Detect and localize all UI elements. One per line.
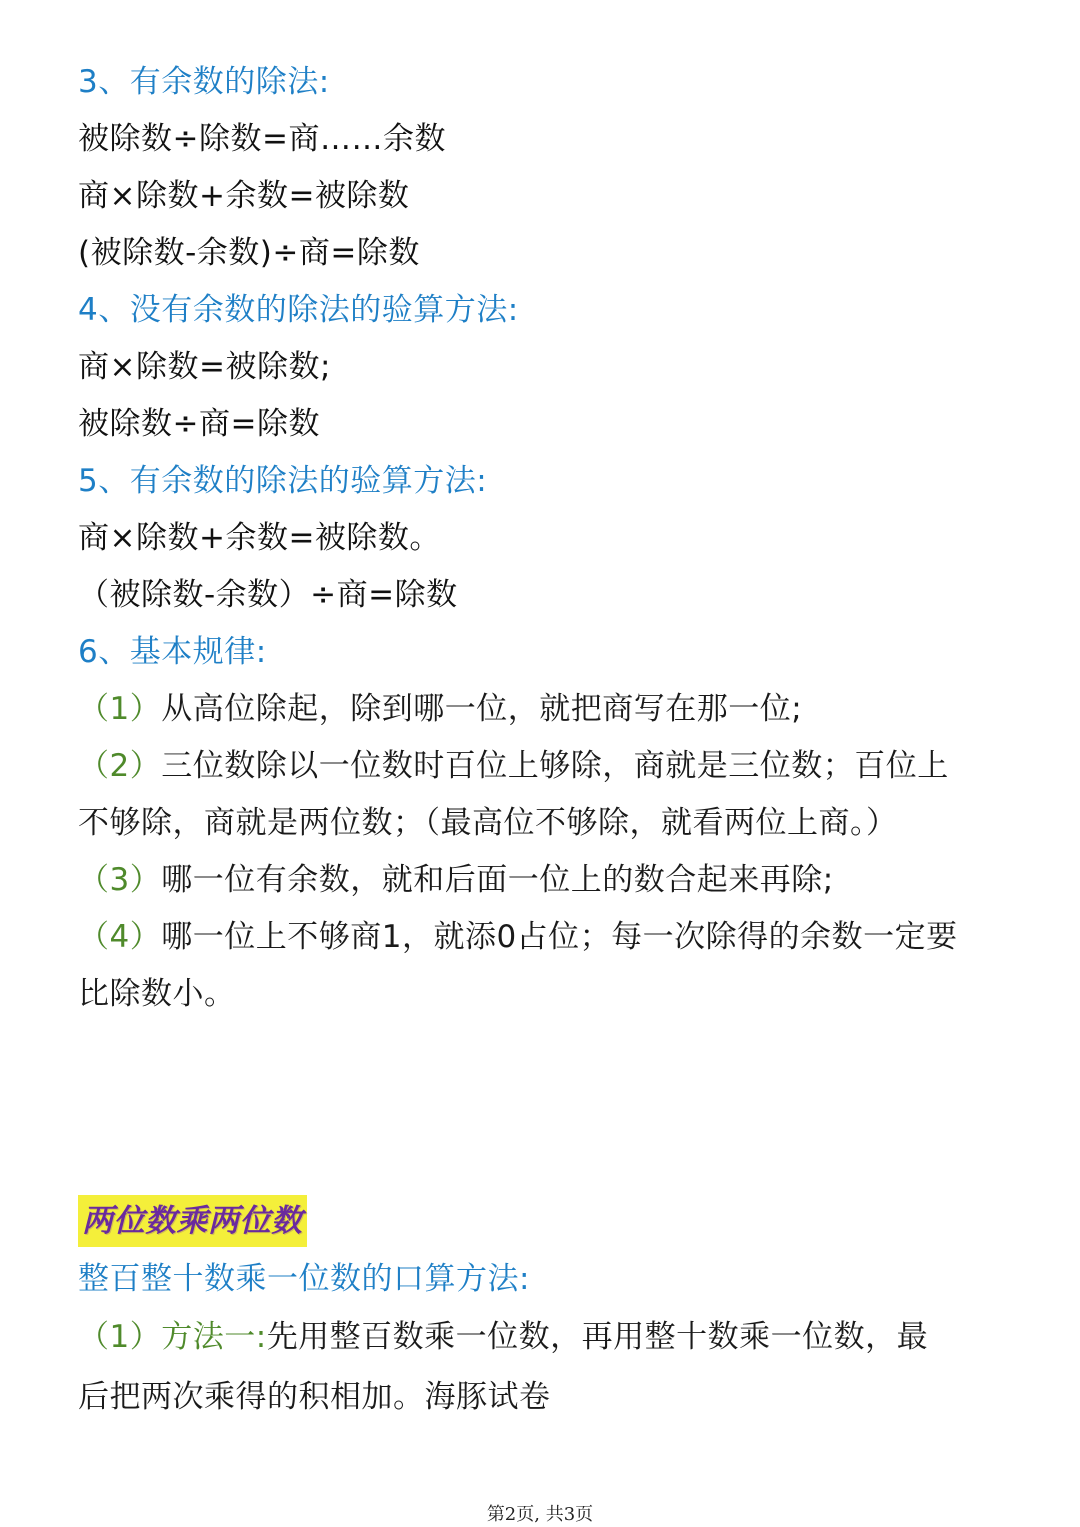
section5-formula-2: （被除数-余数）÷商=除数 — [78, 577, 458, 613]
section5-formula-1: 商×除数+余数=被除数。 — [78, 520, 441, 556]
method-1-name: 方法一: — [161, 1319, 267, 1355]
rule-2-line-1 — [78, 738, 1010, 795]
rule-3 — [78, 852, 1010, 909]
section3-heading: 3、有余数的除法: — [78, 64, 330, 100]
rule-4-number: （4） — [78, 919, 162, 955]
mult-heading: 整百整十数乘一位数的口算方法: — [78, 1261, 530, 1297]
rule-3-number: （3） — [78, 862, 162, 898]
rule-1-text: 从高位除起，除到哪一位，就把商写在那一位; — [161, 691, 803, 727]
rule-1-number: （1） — [78, 691, 162, 727]
method-1-line-1 — [78, 1309, 1010, 1366]
section4-heading: 4、没有余数的除法的验算方法: — [78, 292, 519, 328]
section6-heading: 6、基本规律: — [78, 634, 267, 670]
rule-4-text-1: 哪一位上不够商1，就添0占位；每一次除得的余数一定要 — [161, 919, 958, 955]
rule-2-number: （2） — [78, 748, 162, 784]
method-1-number: （1） — [78, 1319, 162, 1355]
rule-2-line-2: 不够除，商就是两位数；（最高位不够除，就看两位上商。） — [78, 805, 898, 841]
section-title-highlight — [78, 1195, 307, 1247]
rule-4-line-2: 比除数小。 — [78, 976, 236, 1012]
rule-1 — [78, 681, 1010, 738]
section5-heading: 5、有余数的除法的验算方法: — [78, 463, 488, 499]
section-title: 两位数乘两位数 — [82, 1203, 303, 1239]
section4-formula-2: 被除数÷商=除数 — [78, 406, 320, 442]
section3-formula-3: (被除数-余数)÷商=除数 — [78, 235, 420, 271]
section4-formula-1: 商×除数=被除数; — [78, 349, 331, 385]
page-number: 第2页, 共3页 — [486, 1504, 594, 1525]
section3-formula-1: 被除数÷除数=商……余数 — [78, 121, 446, 157]
rule-4-line-1 — [78, 909, 1010, 966]
section3-formula-2: 商×除数+余数=被除数 — [78, 178, 410, 214]
rule-3-text: 哪一位有余数，就和后面一位上的数合起来再除; — [161, 862, 834, 898]
method-1-text-1: 先用整百数乘一位数，再用整十数乘一位数，最 — [266, 1319, 929, 1355]
method-1-line-2: 后把两次乘得的积相加。海豚试卷 — [78, 1379, 551, 1415]
rule-2-text-1: 三位数除以一位数时百位上够除，商就是三位数；百位上 — [161, 748, 949, 784]
